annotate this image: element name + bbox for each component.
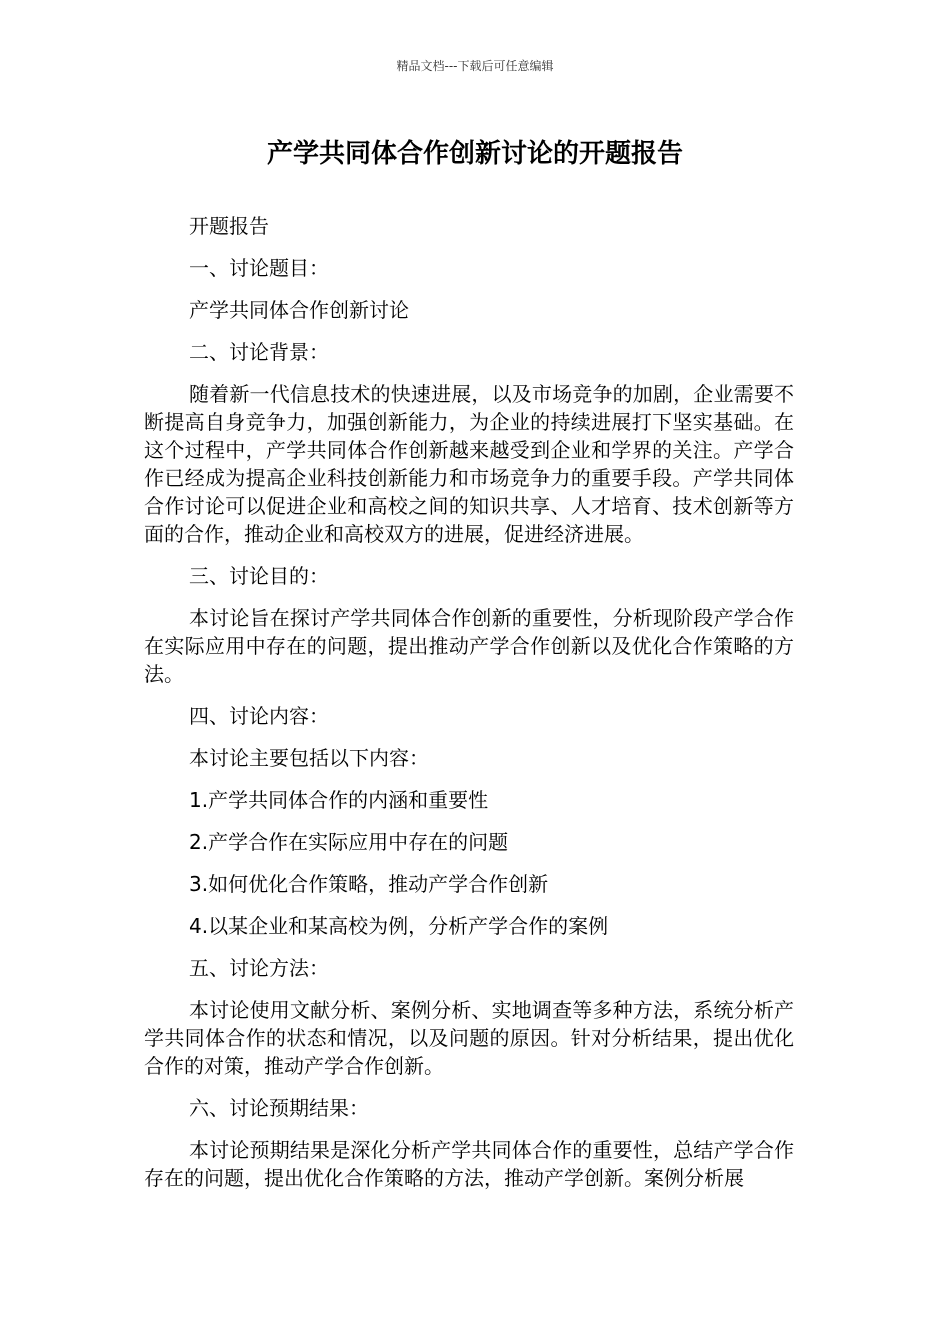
heading-content: 四、讨论内容：: [189, 704, 329, 728]
content-intro: 本讨论主要包括以下内容：: [189, 746, 429, 770]
content-list-item: 4.以某企业和某高校为例，分析产学合作的案例: [189, 914, 609, 938]
content-list-item: 3.如何优化合作策略，推动产学合作创新: [189, 872, 549, 896]
expected-results-paragraph: 本讨论预期结果是深化分析产学共同体合作的重要性，总结产学合作存在的问题，提出优化合作策略的方法，推动产学创新。案例分析展: [144, 1138, 794, 1190]
content-list-item: 2.产学合作在实际应用中存在的问题: [189, 830, 509, 854]
section-label-report: 开题报告: [189, 214, 269, 238]
document-title: 产学共同体合作创新讨论的开题报告: [266, 139, 683, 169]
method-paragraph: 本讨论使用文献分析、案例分析、实地调查等多种方法，系统分析产学共同体合作的状态和情况，以及问题的原因。针对分析结果，提出优化合作的对策，推动产学合作创新。: [144, 998, 794, 1078]
heading-method: 五、讨论方法：: [189, 956, 329, 980]
header-note: 精品文档---下载后可任意编辑: [396, 59, 554, 73]
purpose-paragraph: 本讨论旨在探讨产学共同体合作创新的重要性，分析现阶段产学合作在实际应用中存在的问题，提出推动产学合作创新以及优化合作策略的方法。: [144, 606, 794, 686]
heading-expected-results: 六、讨论预期结果：: [189, 1096, 369, 1120]
content-list-item: 1.产学共同体合作的内涵和重要性: [189, 788, 489, 812]
heading-background: 二、讨论背景：: [189, 340, 329, 364]
heading-purpose: 三、讨论目的：: [189, 564, 329, 588]
document-body: [144, 212, 794, 1192]
background-paragraph: 随着新一代信息技术的快速进展，以及市场竞争的加剧，企业需要不断提高自身竞争力，加强创新能力，为企业的持续进展打下坚实基础。在这个过程中，产学共同体合作创新越来越受到企业和学界的关注。产学合作已经成为提高企业科技创新能力和市场竞争力的重要手段。产学共同体合作讨论可以促进企业和高校之间的知识共享、人才培育、技术创新等方面的合作，推动企业和高校双方的进展，促进经济进展。: [144, 382, 794, 546]
topic-text: 产学共同体合作创新讨论: [189, 298, 409, 322]
heading-topic: 一、讨论题目：: [189, 256, 329, 280]
